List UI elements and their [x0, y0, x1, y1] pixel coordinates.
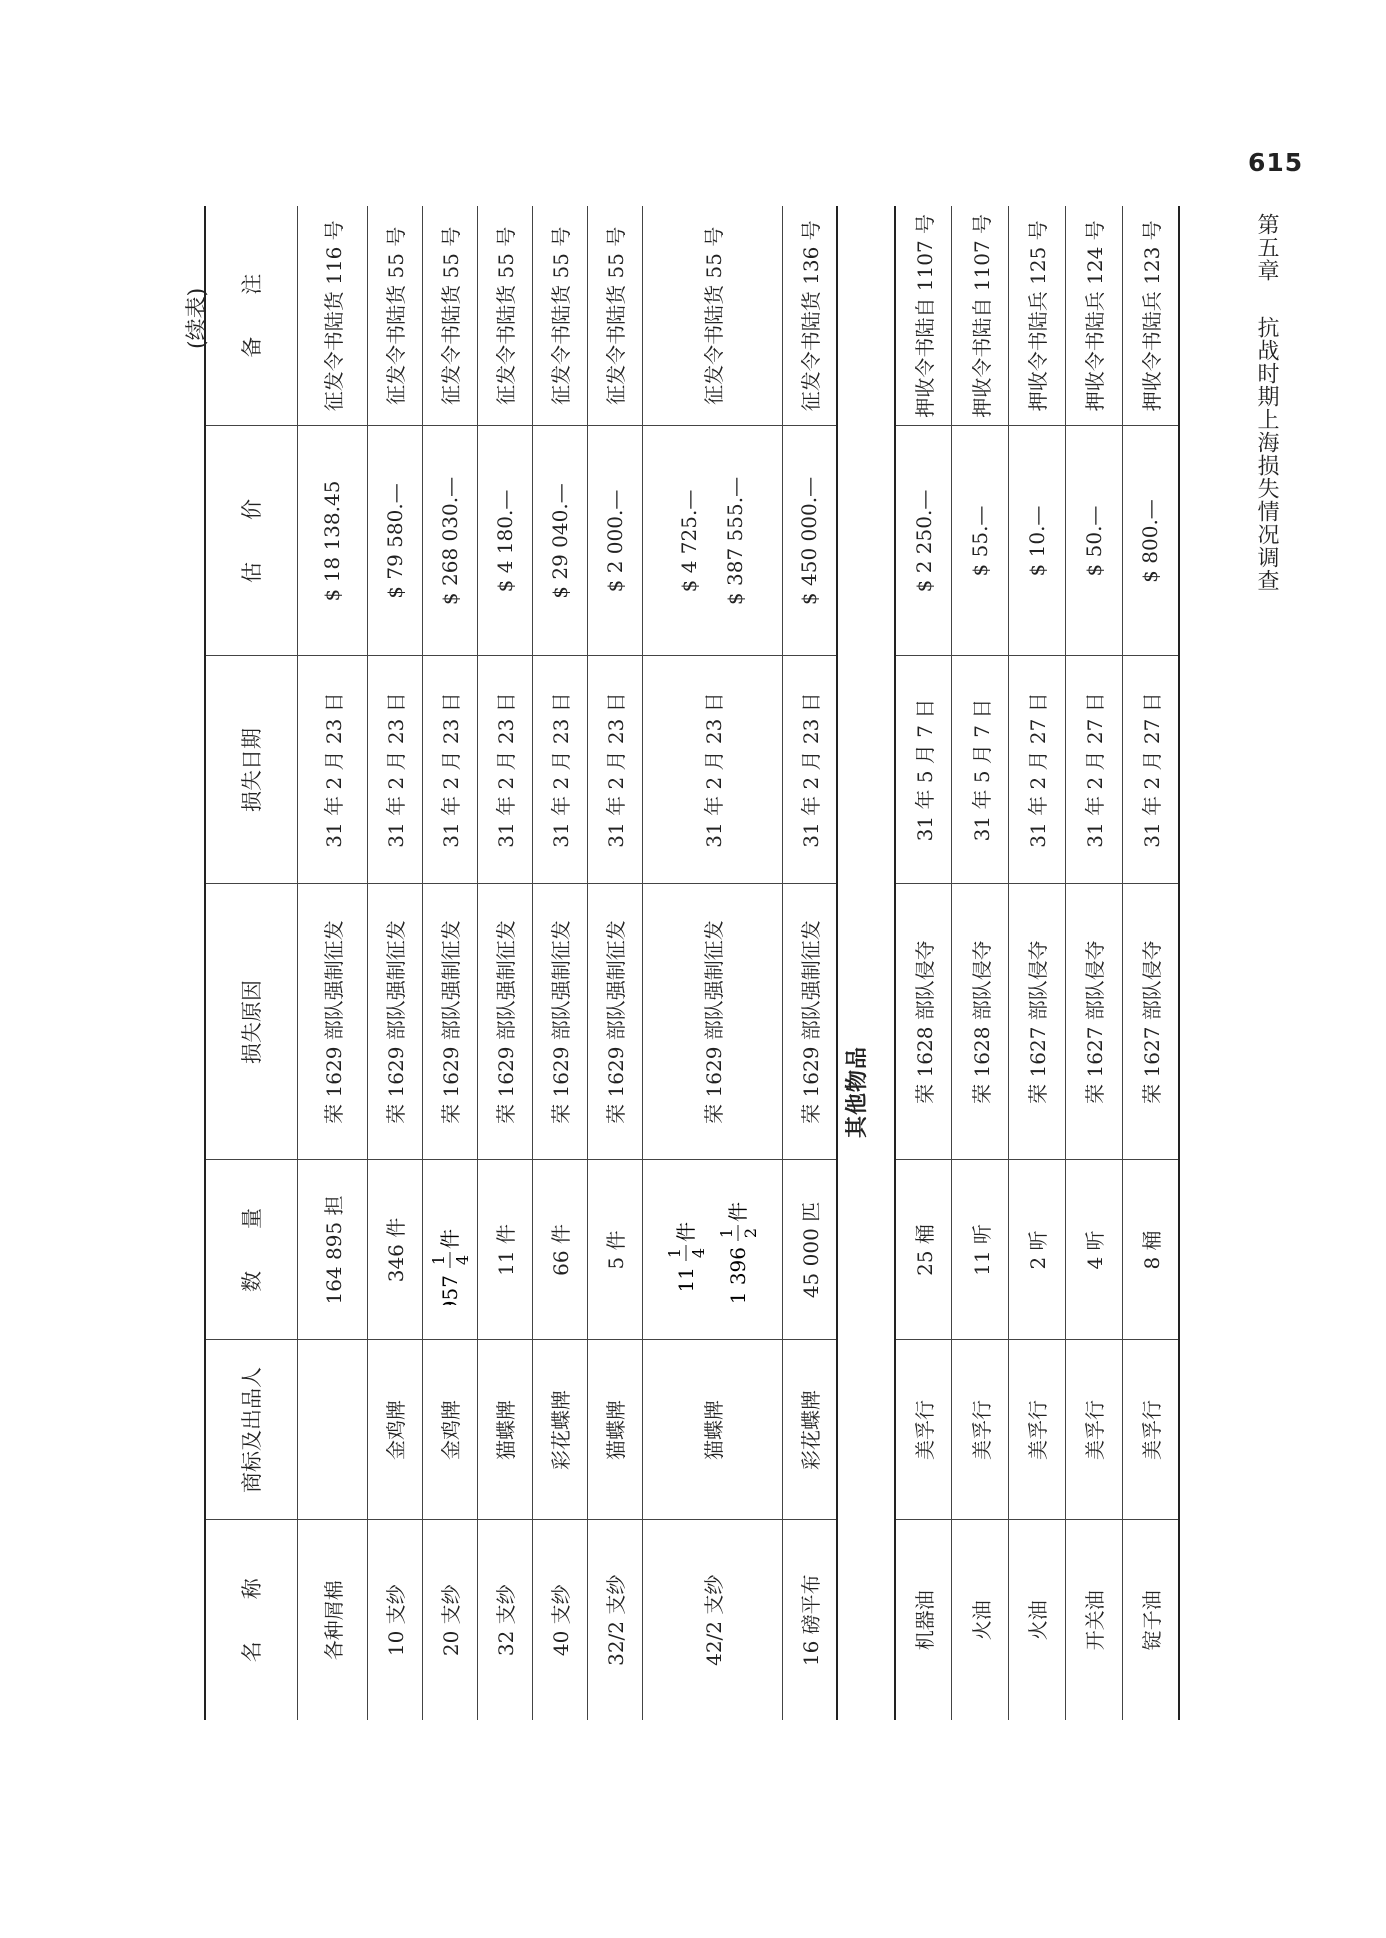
cell-brand: 美孚行 — [895, 1340, 952, 1520]
cell-brand: 彩花蝶牌 — [532, 1340, 587, 1520]
cell-date: 31 年 2 月 23 日 — [422, 656, 477, 884]
cell-cause: 荣 1627 部队侵夺 — [1065, 884, 1122, 1160]
qty-whole: 957 — [437, 1275, 462, 1305]
cell-note: 征发令书陆货 116 号 — [297, 206, 367, 426]
cell-qty: 11 听 — [952, 1160, 1009, 1340]
qty-fraction — [663, 1175, 709, 1325]
cell-brand: 美孚行 — [1122, 1340, 1179, 1520]
fraction-denominator: 2 — [741, 1227, 760, 1239]
cell-date: 31 年 5 月 7 日 — [952, 656, 1009, 884]
cell-date: 31 年 5 月 7 日 — [895, 656, 952, 884]
cell-cause: 荣 1629 部队强制征发 — [642, 884, 782, 1160]
cell-name: 火油 — [1009, 1520, 1066, 1720]
cell-price: $ 10.— — [1009, 426, 1066, 656]
cell-qty — [422, 1160, 477, 1340]
cell-note: 押收令书陆兵 125 号 — [1009, 206, 1066, 426]
col-header-note: 备 注 — [205, 206, 297, 426]
col-header-price: 估 价 — [205, 426, 297, 656]
cell-qty: 66 件 — [532, 1160, 587, 1340]
other-items-table — [894, 206, 1180, 1720]
col-header-date: 损失日期 — [205, 656, 297, 884]
cell-note: 征发令书陆货 55 号 — [477, 206, 532, 426]
table-row — [297, 206, 367, 1720]
cell-cause: 荣 1627 部队侵夺 — [1122, 884, 1179, 1160]
cell-cause: 荣 1628 部队侵夺 — [895, 884, 952, 1160]
cell-cause: 荣 1629 部队强制征发 — [477, 884, 532, 1160]
cell-name: 开关油 — [1065, 1520, 1122, 1720]
cell-cause: 荣 1629 部队强制征发 — [367, 884, 422, 1160]
col-header-cause: 损失原因 — [205, 884, 297, 1160]
col-header-name: 名 称 — [205, 1520, 297, 1720]
table-row — [1122, 206, 1179, 1720]
cell-date: 31 年 2 月 23 日 — [642, 656, 782, 884]
cell-brand: 美孚行 — [952, 1340, 1009, 1520]
cell-note: 征发令书陆货 55 号 — [642, 206, 782, 426]
qty-unit: 件 — [674, 1222, 698, 1242]
page-number: 615 — [1248, 148, 1304, 177]
cell-date: 31 年 2 月 27 日 — [1122, 656, 1179, 884]
cell-qty: 5 件 — [587, 1160, 642, 1340]
cell-note: 征发令书陆货 55 号 — [422, 206, 477, 426]
cell-name: 锭子油 — [1122, 1520, 1179, 1720]
chapter-title: 抗战时期上海损失情况调查 — [1254, 316, 1279, 592]
cell-cause: 荣 1627 部队侵夺 — [1009, 884, 1066, 1160]
cell-name: 各种屑棉 — [297, 1520, 367, 1720]
cell-price: $ 2 000.— — [587, 426, 642, 656]
table-row — [895, 206, 952, 1720]
qty-fraction — [427, 1195, 473, 1305]
table-row — [422, 206, 477, 1720]
cell-qty: 164 895 担 — [297, 1160, 367, 1340]
cell-price: $ 29 040.— — [532, 426, 587, 656]
cell-date: 31 年 2 月 23 日 — [782, 656, 837, 884]
cell-name: 42/2 支纱 — [642, 1520, 782, 1720]
cell-name: 16 磅平布 — [782, 1520, 837, 1720]
cell-brand: 美孚行 — [1009, 1340, 1066, 1520]
cell-date: 31 年 2 月 23 日 — [532, 656, 587, 884]
cell-name: 32/2 支纱 — [587, 1520, 642, 1720]
cell-cause: 荣 1629 部队强制征发 — [587, 884, 642, 1160]
qty-unit: 件 — [726, 1202, 750, 1222]
continued-label: (续表) — [185, 287, 210, 349]
cell-price: $ 4 180.— — [477, 426, 532, 656]
cell-note: 征发令书陆货 55 号 — [367, 206, 422, 426]
cell-date: 31 年 2 月 27 日 — [1065, 656, 1122, 884]
table-row — [782, 206, 837, 1720]
cell-price: $ 55.— — [952, 426, 1009, 656]
qty-unit: 件 — [437, 1229, 462, 1249]
header-row — [205, 206, 297, 1720]
price-line: $ 4 725.— — [677, 489, 701, 593]
cell-name: 10 支纱 — [367, 1520, 422, 1720]
cell-note: 征发令书陆货 55 号 — [587, 206, 642, 426]
table-row — [1065, 206, 1122, 1720]
cell-note: 押收令书陆自 1107 号 — [952, 206, 1009, 426]
loss-table — [204, 206, 838, 1720]
fraction-numerator: 1 — [717, 1227, 736, 1239]
cell-note: 征发令书陆货 55 号 — [532, 206, 587, 426]
qty-whole: 1 396 — [726, 1247, 750, 1305]
cell-note: 押收令书陆自 1107 号 — [895, 206, 952, 426]
cell-price: $ 50.— — [1065, 426, 1122, 656]
table-row — [1009, 206, 1066, 1720]
cell-price: $ 268 030.— — [422, 426, 477, 656]
cell-qty: 11 件 — [477, 1160, 532, 1340]
cell-note: 押收令书陆兵 124 号 — [1065, 206, 1122, 426]
cell-price: $ 79 580.— — [367, 426, 422, 656]
cell-brand: 金鸡牌 — [422, 1340, 477, 1520]
cell-brand: 猫蝶牌 — [587, 1340, 642, 1520]
cell-cause: 荣 1629 部队强制征发 — [297, 884, 367, 1160]
cell-date: 31 年 2 月 23 日 — [477, 656, 532, 884]
fraction-denominator: 4 — [452, 1254, 472, 1266]
cell-cause: 荣 1628 部队侵夺 — [952, 884, 1009, 1160]
cell-date: 31 年 2 月 23 日 — [367, 656, 422, 884]
cell-date: 31 年 2 月 27 日 — [1009, 656, 1066, 884]
cell-qty: 45 000 匹 — [782, 1160, 837, 1340]
cell-qty: 346 件 — [367, 1160, 422, 1340]
col-header-qty: 数 量 — [205, 1160, 297, 1340]
cell-brand: 猫蝶牌 — [642, 1340, 782, 1520]
cell-qty — [642, 1160, 782, 1340]
cell-name: 20 支纱 — [422, 1520, 477, 1720]
cell-brand: 猫蝶牌 — [477, 1340, 532, 1520]
qty-whole: 11 — [674, 1267, 698, 1293]
cell-name: 火油 — [952, 1520, 1009, 1720]
price-line: $ 387 555.— — [723, 476, 747, 606]
cell-cause: 荣 1629 部队强制征发 — [782, 884, 837, 1160]
cell-price: $ 450 000.— — [782, 426, 837, 656]
cell-name: 40 支纱 — [532, 1520, 587, 1720]
cell-qty: 2 听 — [1009, 1160, 1066, 1340]
cell-name: 32 支纱 — [477, 1520, 532, 1720]
cell-brand: 美孚行 — [1065, 1340, 1122, 1520]
cell-name: 机器油 — [895, 1520, 952, 1720]
cell-price — [642, 426, 782, 656]
section-title: 其他物品 — [845, 1045, 870, 1138]
cell-cause: 荣 1629 部队强制征发 — [532, 884, 587, 1160]
table-row — [367, 206, 422, 1720]
cell-date: 31 年 2 月 23 日 — [587, 656, 642, 884]
table-row — [587, 206, 642, 1720]
cell-qty: 25 桶 — [895, 1160, 952, 1340]
fraction-numerator: 1 — [428, 1254, 448, 1266]
cell-brand: 金鸡牌 — [367, 1340, 422, 1520]
cell-brand — [297, 1340, 367, 1520]
cell-price: $ 800.— — [1122, 426, 1179, 656]
cell-price: $ 18 138.45 — [297, 426, 367, 656]
fraction-denominator: 4 — [689, 1247, 708, 1259]
table-row — [477, 206, 532, 1720]
table-row — [952, 206, 1009, 1720]
cell-qty: 4 听 — [1065, 1160, 1122, 1340]
cell-note: 征发令书陆货 136 号 — [782, 206, 837, 426]
chapter-label: 第五章 — [1254, 213, 1279, 282]
cell-note: 押收令书陆兵 123 号 — [1122, 206, 1179, 426]
cell-cause: 荣 1629 部队强制征发 — [422, 884, 477, 1160]
qty-fraction — [715, 1175, 761, 1325]
cell-brand: 彩花蝶牌 — [782, 1340, 837, 1520]
cell-date: 31 年 2 月 23 日 — [297, 656, 367, 884]
cell-qty: 8 桶 — [1122, 1160, 1179, 1340]
cell-price: $ 2 250.— — [895, 426, 952, 656]
fraction-numerator: 1 — [665, 1247, 684, 1259]
table-row — [532, 206, 587, 1720]
table-row — [642, 206, 782, 1720]
col-header-brand: 商标及出品人 — [205, 1340, 297, 1520]
